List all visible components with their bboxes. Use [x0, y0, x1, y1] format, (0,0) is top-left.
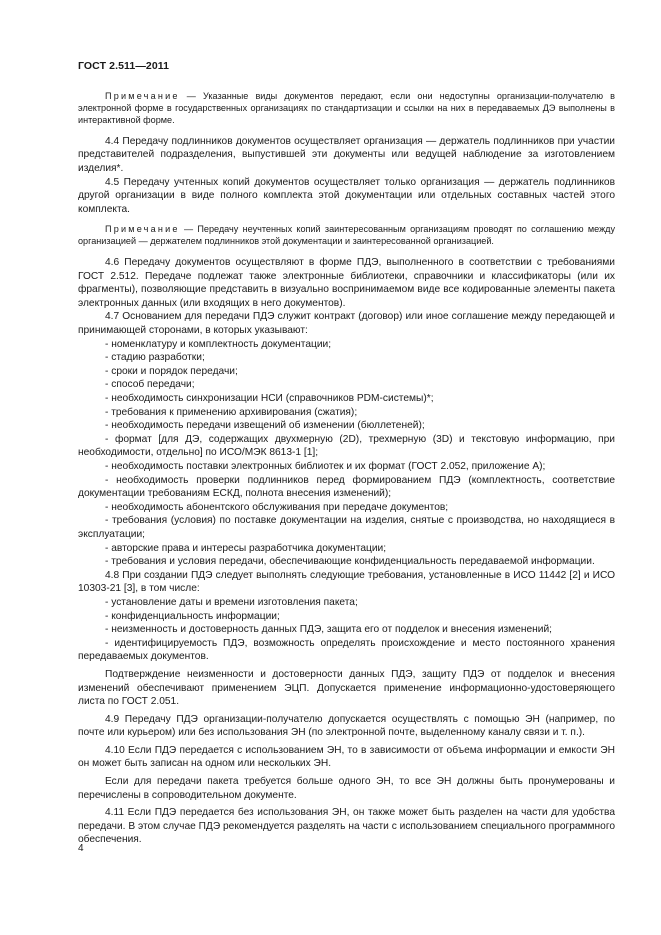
note-2	[78, 224, 615, 248]
paragraph-4-5: 4.5 Передачу учтенных копий документов осуществляет только организация — держатель подлинников другой организации в виде полного комплекта этой документации или отдельных составных частей этого комплекта.	[78, 176, 615, 215]
note-text: — Передачу неучтенных копий заинтересованным организациям проводят по соглашению между организацией — держателем подлинников этой документации и заинтересованной организацией.	[78, 224, 616, 247]
paragraph-4-4: 4.4 Передачу подлинников документов осуществляет организация — держатель подлинников при участии представителей подразделения, выпустившей эти документы или ведущей наблюдение за изготовлением изделия*.	[78, 135, 615, 174]
list-item: - требования и условия передачи, обеспечивающие конфиденциальность передаваемой информации.	[105, 556, 595, 568]
list-item: - способ передачи;	[105, 379, 195, 391]
list-item: - необходимость поставки электронных библиотек и их формат (ГОСТ 2.052, приложение А);	[105, 461, 546, 472]
paragraph-4-11: 4.11 Если ПДЭ передается без использования ЭН, он также может быть разделен на части для удобства передачи. В этом случае ПДЭ рекомендуется разделять на части с использованием специального программного обеспечения.	[78, 807, 615, 846]
list-item: - номенклатуру и комплектность документации;	[105, 338, 332, 350]
document-body	[78, 91, 615, 847]
list-item: - авторские права и интересы разработчика документации;	[105, 542, 387, 554]
page-number: 4	[78, 843, 84, 854]
list-item: - необходимость передачи извещений об изменении (бюллетеней);	[105, 420, 425, 432]
list-item: - требования (условия) по поставке документации на изделия, снятые с производства, но находящиеся в эксплуатации;	[78, 515, 615, 540]
list-item: - необходимость синхронизации НСИ (справочников PDM-системы)*;	[105, 393, 434, 405]
list-item: - конфиденциальность информации;	[105, 610, 280, 622]
paragraph-4-8: 4.8 При создании ПДЭ следует выполнять следующие требования, установленные в ИСО 11442 [2] и ИСО 10303-21 [3], в том числе:	[78, 569, 615, 595]
list-item: - стадию разработки;	[105, 352, 205, 364]
list-item: - идентифицируемость ПДЭ, возможность определять происхождение и место постоянного хранения передаваемых документов.	[78, 637, 615, 663]
note-label: Примечание	[105, 224, 180, 235]
list-item: - необходимость абонентского обслуживания при передаче документов;	[105, 501, 449, 513]
note-label: Примечание	[105, 91, 180, 101]
paragraph-4-7: 4.7 Основанием для передачи ПДЭ служит контракт (договор) или иное соглашение между передающей и принимающей сторонами, в которых указывают:	[78, 311, 615, 337]
paragraph-4-6: 4.6 Передачу документов осуществляют в форме ПДЭ, выполненного в соответствии с требованиями ГОСТ 2.512. Передаче подлежат также электронные библиотеки, справочники и классификаторы (или их фрагменты), позволяющие представить в визуально воспринимаемом виде все кодированные элементы пакета электронных данных (или входящих в него документов).	[78, 257, 615, 309]
note-text: — Указанные виды документов передают, если они недоступны организации-получателю в электронной форме в государственных организациях по стандартизации и ссылки на них в передаваемых ДЭ выполнены в интерактивной форме.	[78, 91, 615, 125]
note-1	[78, 91, 615, 127]
paragraph-4-10-more: Если для передачи пакета требуется больше одного ЭН, то все ЭН должны быть пронумерованы и перечислены в сопроводительном документе.	[78, 776, 615, 801]
list-item: - формат [для ДЭ, содержащих двухмерную (2D), трехмерную (3D) и текстовую информацию, при необходимости, отдельно] по ИСО/МЭК 8613-1 [1];	[78, 433, 615, 459]
list-item: - сроки и порядок передачи;	[105, 365, 238, 377]
list-item: - неизменность и достоверность данных ПДЭ, защита его от подделок и внесения изменений;	[105, 624, 552, 636]
list-item: - установление даты и времени изготовления пакета;	[105, 596, 358, 608]
list-item: - требования к применению архивирования (сжатия);	[105, 406, 358, 418]
document-header: ГОСТ 2.511—2011	[78, 60, 170, 72]
paragraph-4-10: 4.10 Если ПДЭ передается с использованием ЭН, то в зависимости от объема информации и емкости ЭН он может быть записан на одном или нескольких ЭН.	[78, 744, 615, 770]
list-item: - необходимость проверки подлинников перед формированием ПДЭ (комплектность, соответствие документации требованиям ЕСКД, полнота внесения изменений);	[78, 474, 615, 500]
paragraph-4-8-confirm: Подтверждение неизменности и достоверности данных ПДЭ, защиту ПДЭ от подделок и внесения изменений обеспечивают применением ЭЦП. Допускается применение информационно-удостоверяющего листа по ГОСТ 2.051.	[78, 668, 615, 708]
paragraph-4-9: 4.9 Передачу ПДЭ организации-получателю допускается осуществлять с помощью ЭН (например, по почте или курьером) или без использования ЭН (по электронной почте, выделенному каналу связи и т. п.).	[78, 713, 615, 739]
